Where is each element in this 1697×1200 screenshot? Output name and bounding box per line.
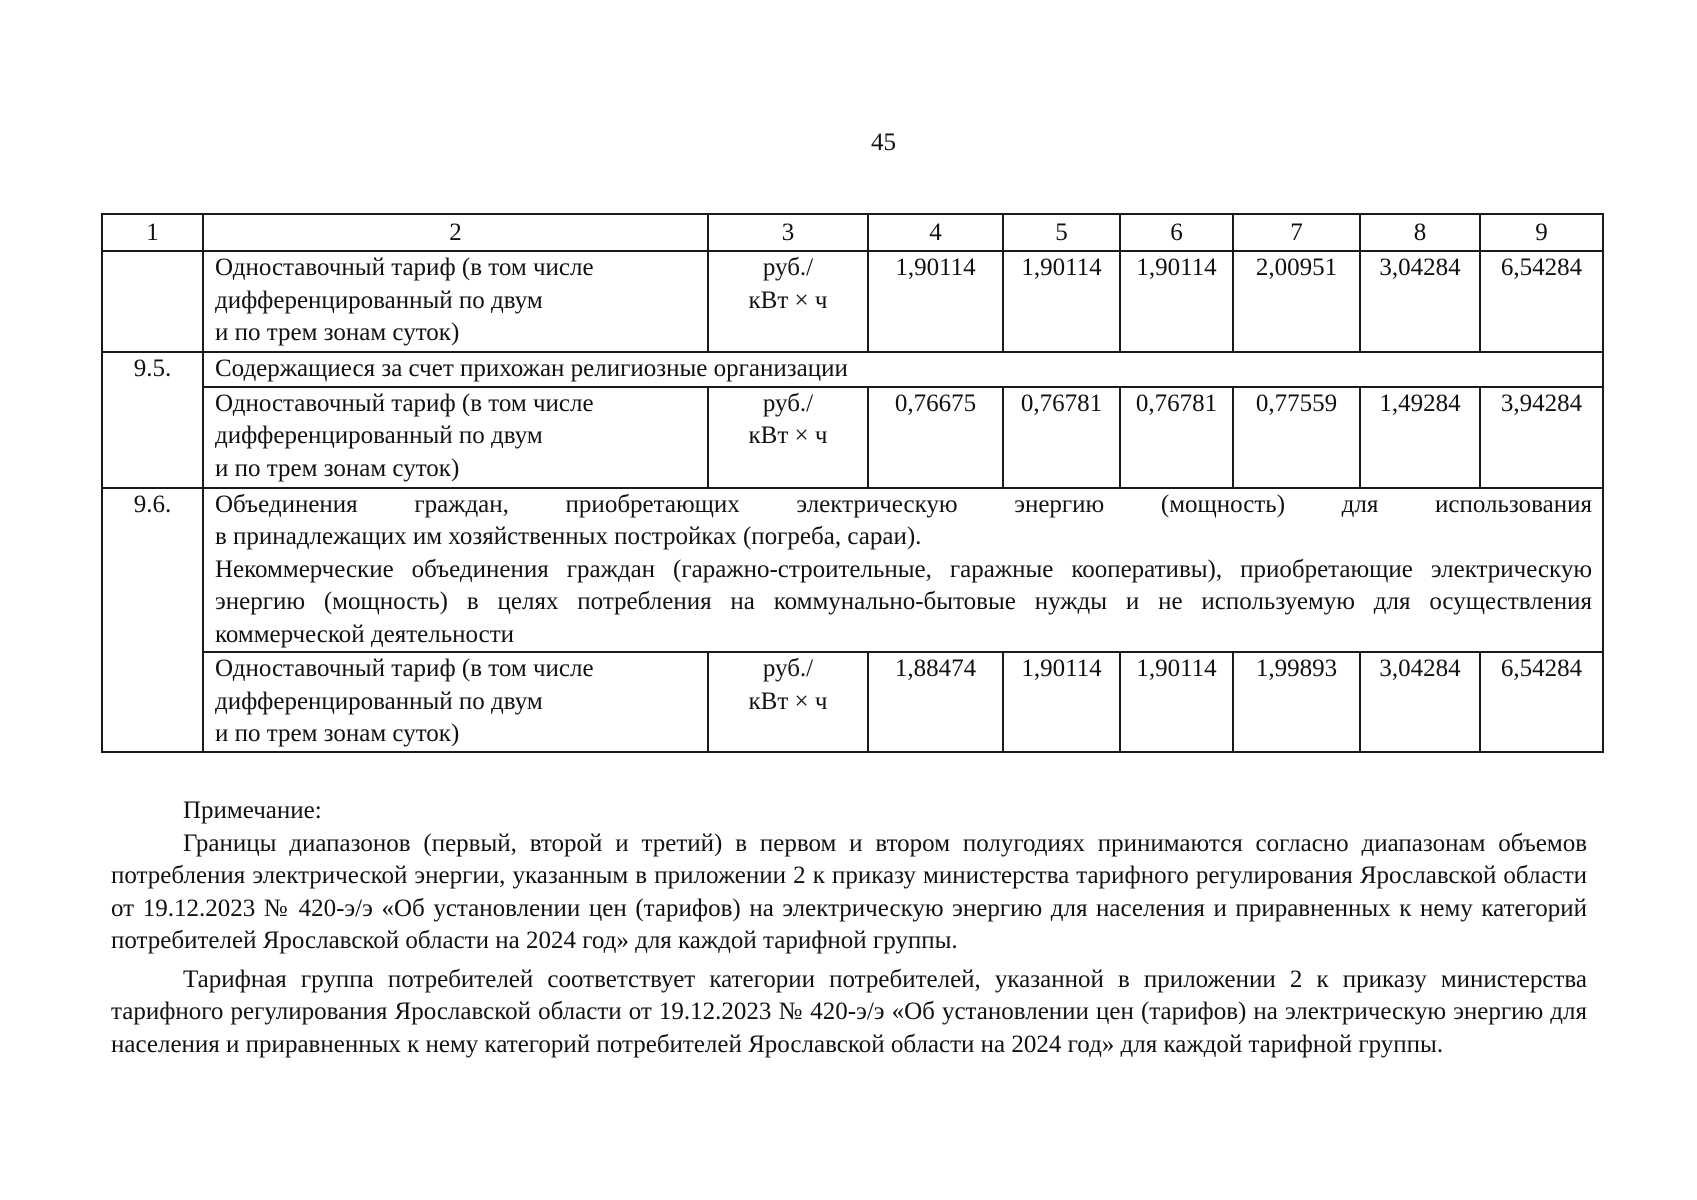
tariff-name-cell <box>203 652 708 752</box>
section-desc-paragraph: Некоммерческие объединения граждан (гаражно-строительные, гаражные кооперативы), приобретающие электрическую энергию (мощность) в целях потребления на коммунально-бытовые нужды и не используемую для осуществления коммерческой деятельности <box>215 555 1592 648</box>
section-row <box>102 488 1603 653</box>
section-desc-line: Объединения граждан, приобретающих электрическую энергию (мощность) для использования <box>215 490 1592 518</box>
section-row <box>102 352 1603 387</box>
note-title: Примечание: <box>183 797 322 824</box>
value-cell: 1,90114 <box>1003 251 1120 352</box>
value-cell: 6,54284 <box>1480 251 1603 352</box>
header-cell: 6 <box>1120 214 1233 251</box>
table-row <box>102 251 1603 352</box>
tariff-name-cell <box>203 387 708 488</box>
tariff-name-line: Одноставочный тариф (в том числе <box>215 655 594 682</box>
value-cell: 1,88474 <box>868 652 1003 752</box>
unit-line: руб./ <box>762 655 814 682</box>
unit-line: руб./ <box>762 389 814 417</box>
tariff-name-line: дифференцированный по двум <box>215 422 543 449</box>
value-cell: 1,90114 <box>1120 652 1233 752</box>
tariff-name-line: и по трем зонам суток) <box>215 454 460 482</box>
tariff-name-line: и по трем зонам суток) <box>215 720 460 747</box>
value-cell: 0,76781 <box>1120 387 1233 488</box>
value-cell: 2,00951 <box>1233 251 1360 352</box>
unit-line: кВт × ч <box>748 687 828 715</box>
value-cell: 0,76781 <box>1003 387 1120 488</box>
header-cell: 8 <box>1360 214 1480 251</box>
page-number: 45 <box>871 129 896 156</box>
unit-cell <box>708 251 868 352</box>
header-cell: 2 <box>203 214 708 251</box>
note-paragraph: Границы диапазонов (первый, второй и третий) в первом и втором полугодиях принимаются согласно диапазонам объемов потребления электрической энергии, указанным в приложении 2 к приказу министерства тарифного регулирования Ярославской области от 19.12.2023 № 420-э/э «Об установлении цен (тарифов) на электрическую энергию для населения и приравненных к нему категорий потребителей Ярославской области на 2024 год» для каждой тарифной группы. <box>111 829 1587 954</box>
value-cell: 3,04284 <box>1360 251 1480 352</box>
unit-line: кВт × ч <box>748 422 828 449</box>
value-cell: 1,49284 <box>1360 387 1480 488</box>
section-number-cell: 9.5. <box>102 352 203 488</box>
tariff-name-line: Одноставочный тариф (в том числе <box>215 254 594 281</box>
tariff-name-line: Одноставочный тариф (в том числе <box>215 389 594 417</box>
unit-cell <box>708 652 868 752</box>
value-cell: 6,54284 <box>1480 652 1603 752</box>
header-cell: 1 <box>102 214 203 251</box>
value-cell: 0,76675 <box>868 387 1003 488</box>
note-paragraph: Тарифная группа потребителей соответствует категории потребителей, указанной в приложении 2 к приказу министерства тарифного регулирования Ярославской области от 19.12.2023 № 420-э/э «Об установлении цен (тарифов) на электрическую энергию для населения и приравненных к нему категорий потребителей Ярославской области на 2024 год» для каждой тарифной группы. <box>111 965 1587 1058</box>
tariff-name-cell <box>203 251 708 352</box>
value-cell: 1,90114 <box>1003 652 1120 752</box>
section-description-cell <box>203 488 1603 653</box>
unit-line: руб./ <box>762 254 814 281</box>
table-row <box>102 387 1603 488</box>
value-cell: 1,90114 <box>868 251 1003 352</box>
section-title-cell: Содержащиеся за счет прихожан религиозные организации <box>203 352 1603 387</box>
section-desc-line: в принадлежащих им хозяйственных постройках (погреба, сараи). <box>215 523 922 550</box>
header-cell: 9 <box>1480 214 1603 251</box>
value-cell: 1,90114 <box>1120 251 1233 352</box>
unit-line: кВт × ч <box>748 286 828 314</box>
tariff-name-line: и по трем зонам суток) <box>215 319 460 346</box>
unit-cell <box>708 387 868 488</box>
section-number-cell: 9.6. <box>102 488 203 753</box>
note-section <box>111 795 1587 1061</box>
table-header-row <box>102 214 1603 251</box>
value-cell: 0,77559 <box>1233 387 1360 488</box>
value-cell: 1,99893 <box>1233 652 1360 752</box>
header-cell: 7 <box>1233 214 1360 251</box>
tariff-name-line: дифференцированный по двум <box>215 687 543 715</box>
header-cell: 4 <box>868 214 1003 251</box>
value-cell: 3,04284 <box>1360 652 1480 752</box>
table-row <box>102 652 1603 752</box>
row-number-cell <box>102 251 203 352</box>
tariff-name-line: дифференцированный по двум <box>215 286 543 314</box>
header-cell: 3 <box>708 214 868 251</box>
header-cell: 5 <box>1003 214 1120 251</box>
tariff-table <box>101 213 1604 753</box>
value-cell: 3,94284 <box>1480 387 1603 488</box>
